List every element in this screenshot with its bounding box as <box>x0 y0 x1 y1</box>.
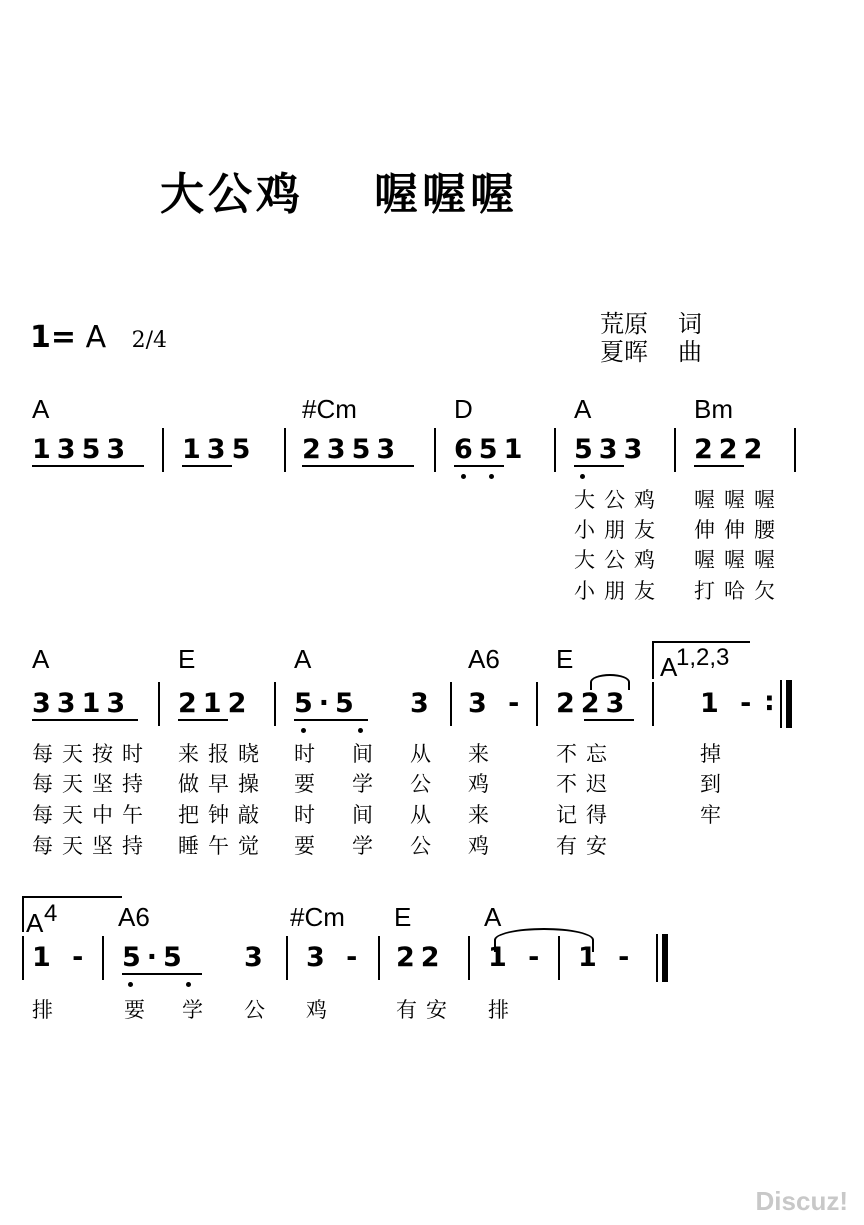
lyric: 每天坚持 <box>32 834 152 858</box>
slur <box>590 674 630 690</box>
measure: 1353 <box>32 434 132 465</box>
beam-underline <box>32 465 144 467</box>
measure: 2353 <box>302 434 402 465</box>
lyricist-role: 词 <box>678 310 702 338</box>
chord: A <box>574 394 592 424</box>
measure: 5·5 <box>294 688 360 719</box>
lyric: 时 <box>294 803 324 827</box>
lyric: 不迟 <box>556 772 616 796</box>
measure: 651 <box>454 434 529 465</box>
lyric: 喔喔喔 <box>694 488 784 512</box>
chord: #Cm <box>290 902 345 932</box>
lyric: 做早操 <box>178 772 268 796</box>
lyric: 有安 <box>556 834 616 858</box>
bar-line <box>652 682 654 726</box>
measure: 3 - <box>306 942 364 973</box>
lyricist-name: 荒原 <box>600 310 648 338</box>
lyric: 每天坚持 <box>32 772 152 796</box>
chord: A <box>26 908 44 938</box>
lyric: 每天中午 <box>32 803 152 827</box>
bar-line <box>378 936 380 980</box>
measure: 1 - <box>578 942 636 973</box>
song-title <box>160 158 518 222</box>
lyric: 鸡 <box>468 772 498 796</box>
lyric: 间 <box>352 803 382 827</box>
beam-underline <box>182 465 232 467</box>
key-label: 1= <box>30 320 77 355</box>
lyric: 来 <box>468 803 498 827</box>
lyric: 学 <box>352 834 382 858</box>
bar-line <box>434 428 436 472</box>
composer-credit <box>600 332 702 367</box>
lyric: 牢 <box>700 803 730 827</box>
lyric: 掉 <box>700 742 730 766</box>
lyric: 公 <box>410 772 440 796</box>
key-signature <box>30 320 167 355</box>
lyric: 从 <box>410 742 440 766</box>
chord: A <box>32 644 50 674</box>
octave-dot <box>489 474 494 479</box>
lyric: 每天按时 <box>32 742 152 766</box>
key-tonic: A <box>85 320 107 355</box>
measure: 3 <box>244 942 263 973</box>
lyric: 不忘 <box>556 742 616 766</box>
beam-underline <box>302 465 414 467</box>
repeat-sign: : <box>764 686 775 717</box>
lyric: 鸡 <box>468 834 498 858</box>
lyric: 要 <box>124 998 154 1022</box>
volta-number: 1,2,3 <box>676 644 730 671</box>
chord: A6 <box>468 644 500 674</box>
octave-dot <box>358 728 363 733</box>
octave-dot <box>301 728 306 733</box>
measure: 22 <box>396 942 446 973</box>
measure: 135 <box>182 434 257 465</box>
lyric: 来 <box>468 742 498 766</box>
bar-line <box>536 682 538 726</box>
chord: A <box>660 652 678 682</box>
beam-underline <box>584 719 634 721</box>
lyric: 要 <box>294 834 324 858</box>
measure: 1 - <box>488 942 546 973</box>
lyric: 公 <box>410 834 440 858</box>
octave-dot <box>186 982 191 987</box>
lyric: 睡午觉 <box>178 834 268 858</box>
bar-line <box>674 428 676 472</box>
final-bar <box>786 680 792 728</box>
lyric: 有安 <box>396 998 456 1022</box>
time-signature: 2/4 <box>131 328 168 353</box>
measure: 222 <box>694 434 769 465</box>
lyric: 排 <box>32 998 62 1022</box>
beam-underline <box>694 465 744 467</box>
chord: Bm <box>694 394 733 424</box>
octave-dot <box>128 982 133 987</box>
final-bar <box>662 934 668 982</box>
measure: 3 - <box>468 688 526 719</box>
octave-dot <box>580 474 585 479</box>
bar-line <box>102 936 104 980</box>
measure: 533 <box>574 434 649 465</box>
octave-dot <box>461 474 466 479</box>
lyric: 公 <box>244 998 274 1022</box>
chord: E <box>178 644 196 674</box>
lyric: 喔喔喔 <box>694 548 784 572</box>
lyric: 要 <box>294 772 324 796</box>
lyric: 大公鸡 <box>574 488 664 512</box>
lyric: 小朋友 <box>574 579 664 603</box>
lyric: 鸡 <box>306 998 336 1022</box>
title-part-2: 喔喔喔 <box>374 169 518 220</box>
bar-line <box>656 934 658 982</box>
bar-line <box>450 682 452 726</box>
bar-line <box>22 936 24 980</box>
lyric: 把钟敲 <box>178 803 268 827</box>
composer-role: 曲 <box>678 338 702 366</box>
lyric: 小朋友 <box>574 518 664 542</box>
lyric: 伸伸腰 <box>694 518 784 542</box>
beam-underline <box>454 465 504 467</box>
bar-line <box>158 682 160 726</box>
lyric: 从 <box>410 803 440 827</box>
bar-line <box>274 682 276 726</box>
lyric: 记得 <box>556 803 616 827</box>
bar-line <box>554 428 556 472</box>
measure: 212 <box>178 688 253 719</box>
measure: 1 - <box>32 942 90 973</box>
lyric: 打哈欠 <box>694 579 784 603</box>
chord: A <box>484 902 502 932</box>
measure: 3313 <box>32 688 132 719</box>
bar-line <box>286 936 288 980</box>
measure: 1 - <box>700 688 758 719</box>
lyric: 大公鸡 <box>574 548 664 572</box>
volta-number: 4 <box>44 900 58 927</box>
beam-underline <box>122 973 202 975</box>
chord: #Cm <box>302 394 357 424</box>
chord: E <box>394 902 412 932</box>
composer-name: 夏晖 <box>600 338 648 366</box>
lyric: 间 <box>352 742 382 766</box>
bar-line <box>468 936 470 980</box>
lyric: 到 <box>700 772 730 796</box>
lyric: 来报晓 <box>178 742 268 766</box>
chord: A <box>32 394 50 424</box>
watermark: Discuz! <box>755 1186 848 1216</box>
chord: D <box>454 394 473 424</box>
chord: A <box>294 644 312 674</box>
tie <box>494 928 594 952</box>
lyric: 时 <box>294 742 324 766</box>
bar-line <box>162 428 164 472</box>
lyric: 排 <box>488 998 518 1022</box>
lyric: 学 <box>182 998 212 1022</box>
bar-line <box>780 680 782 728</box>
lyric: 学 <box>352 772 382 796</box>
title-part-1: 大公鸡 <box>160 169 304 220</box>
bar-line <box>284 428 286 472</box>
beam-underline <box>32 719 138 721</box>
measure: 3 <box>410 688 429 719</box>
measure: 223 <box>556 688 631 719</box>
beam-underline <box>574 465 624 467</box>
bar-line <box>794 428 796 472</box>
chord: A6 <box>118 902 150 932</box>
chord: E <box>556 644 574 674</box>
measure: 5·5 <box>122 942 188 973</box>
beam-underline <box>178 719 228 721</box>
beam-underline <box>294 719 368 721</box>
